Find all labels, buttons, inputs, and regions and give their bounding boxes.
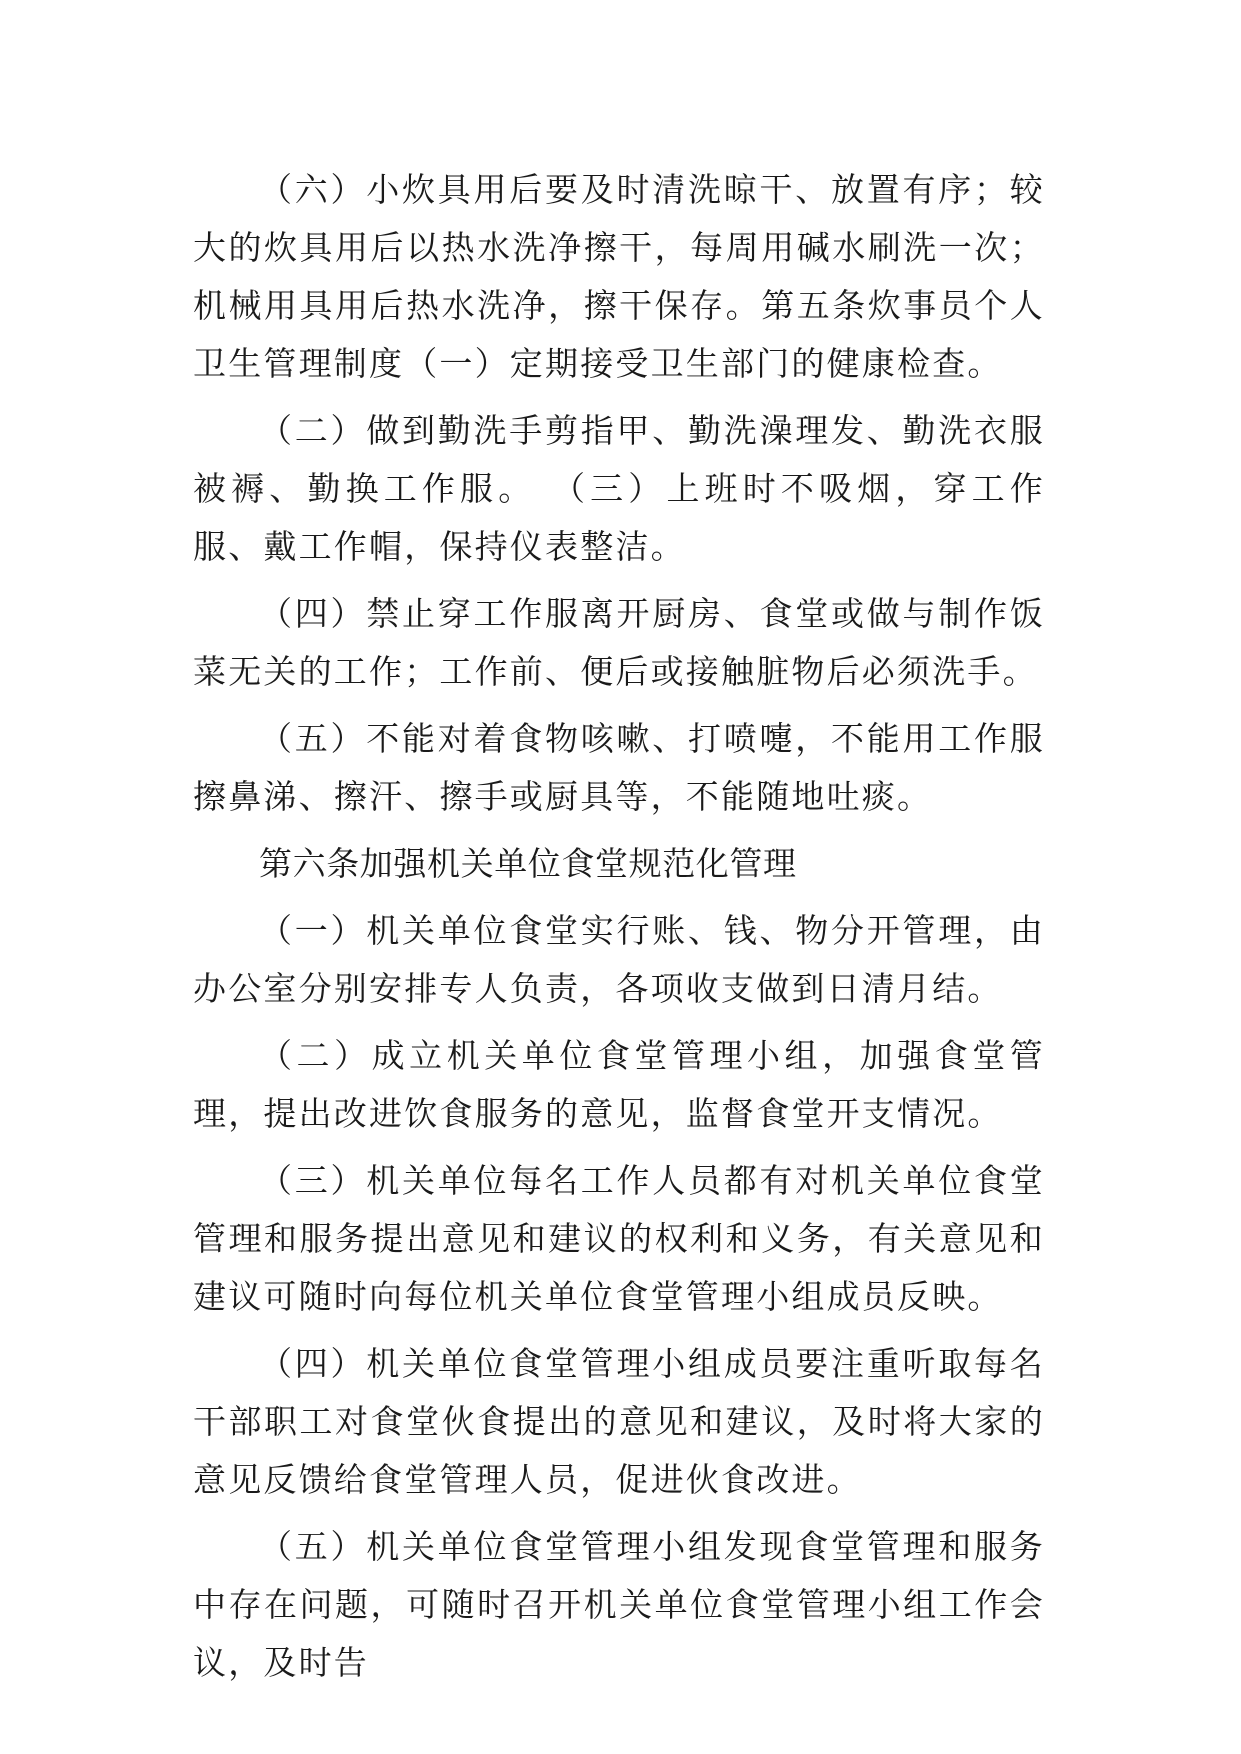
paragraph-separate-management: （一）机关单位食堂实行账、钱、物分开管理，由办公室分别安排专人负责，各项收支做到日清月结。 [193, 911, 1045, 1008]
document-body [193, 161, 1045, 1701]
paragraph-staff-feedback-rights: （三）机关单位每名工作人员都有对机关单位食堂管理和服务提出意见和建议的权利和义务，有关意见和建议可随时向每位机关单位食堂管理小组成员反映。 [193, 1161, 1045, 1316]
paragraph-no-coughing: （五）不能对着食物咳嗽、打喷嚏，不能用工作服擦鼻涕、擦汗、擦手或厨具等，不能随地吐痰。 [193, 719, 1045, 816]
paragraph-listen-feedback: （四）机关单位食堂管理小组成员要注重听取每名干部职工对食堂伙食提出的意见和建议，及时将大家的意见反馈给食堂管理人员，促进伙食改进。 [193, 1344, 1045, 1499]
paragraph-problem-meetings: （五）机关单位食堂管理小组发现食堂管理和服务中存在问题，可随时召开机关单位食堂管理小组工作会议，及时告 [193, 1527, 1045, 1682]
paragraph-personal-hygiene: （二）做到勤洗手剪指甲、勤洗澡理发、勤洗衣服被褥、勤换工作服。 （三）上班时不吸烟，穿工作服、戴工作帽，保持仪表整洁。 [193, 411, 1045, 566]
paragraph-work-clothes-rule: （四）禁止穿工作服离开厨房、食堂或做与制作饭菜无关的工作；工作前、便后或接触脏物后必须洗手。 [193, 594, 1045, 691]
paragraph-cookware-cleaning: （六）小炊具用后要及时清洗晾干、放置有序；较大的炊具用后以热水洗净擦干，每周用碱水刷洗一次；机械用具用后热水洗净，擦干保存。第五条炊事员个人卫生管理制度（一）定期接受卫生部门的健康检查。 [193, 170, 1045, 383]
paragraph-management-group: （二）成立机关单位食堂管理小组，加强食堂管理，提出改进饮食服务的意见，监督食堂开支情况。 [193, 1036, 1045, 1133]
article-six-heading: 第六条加强机关单位食堂规范化管理 [259, 844, 797, 883]
